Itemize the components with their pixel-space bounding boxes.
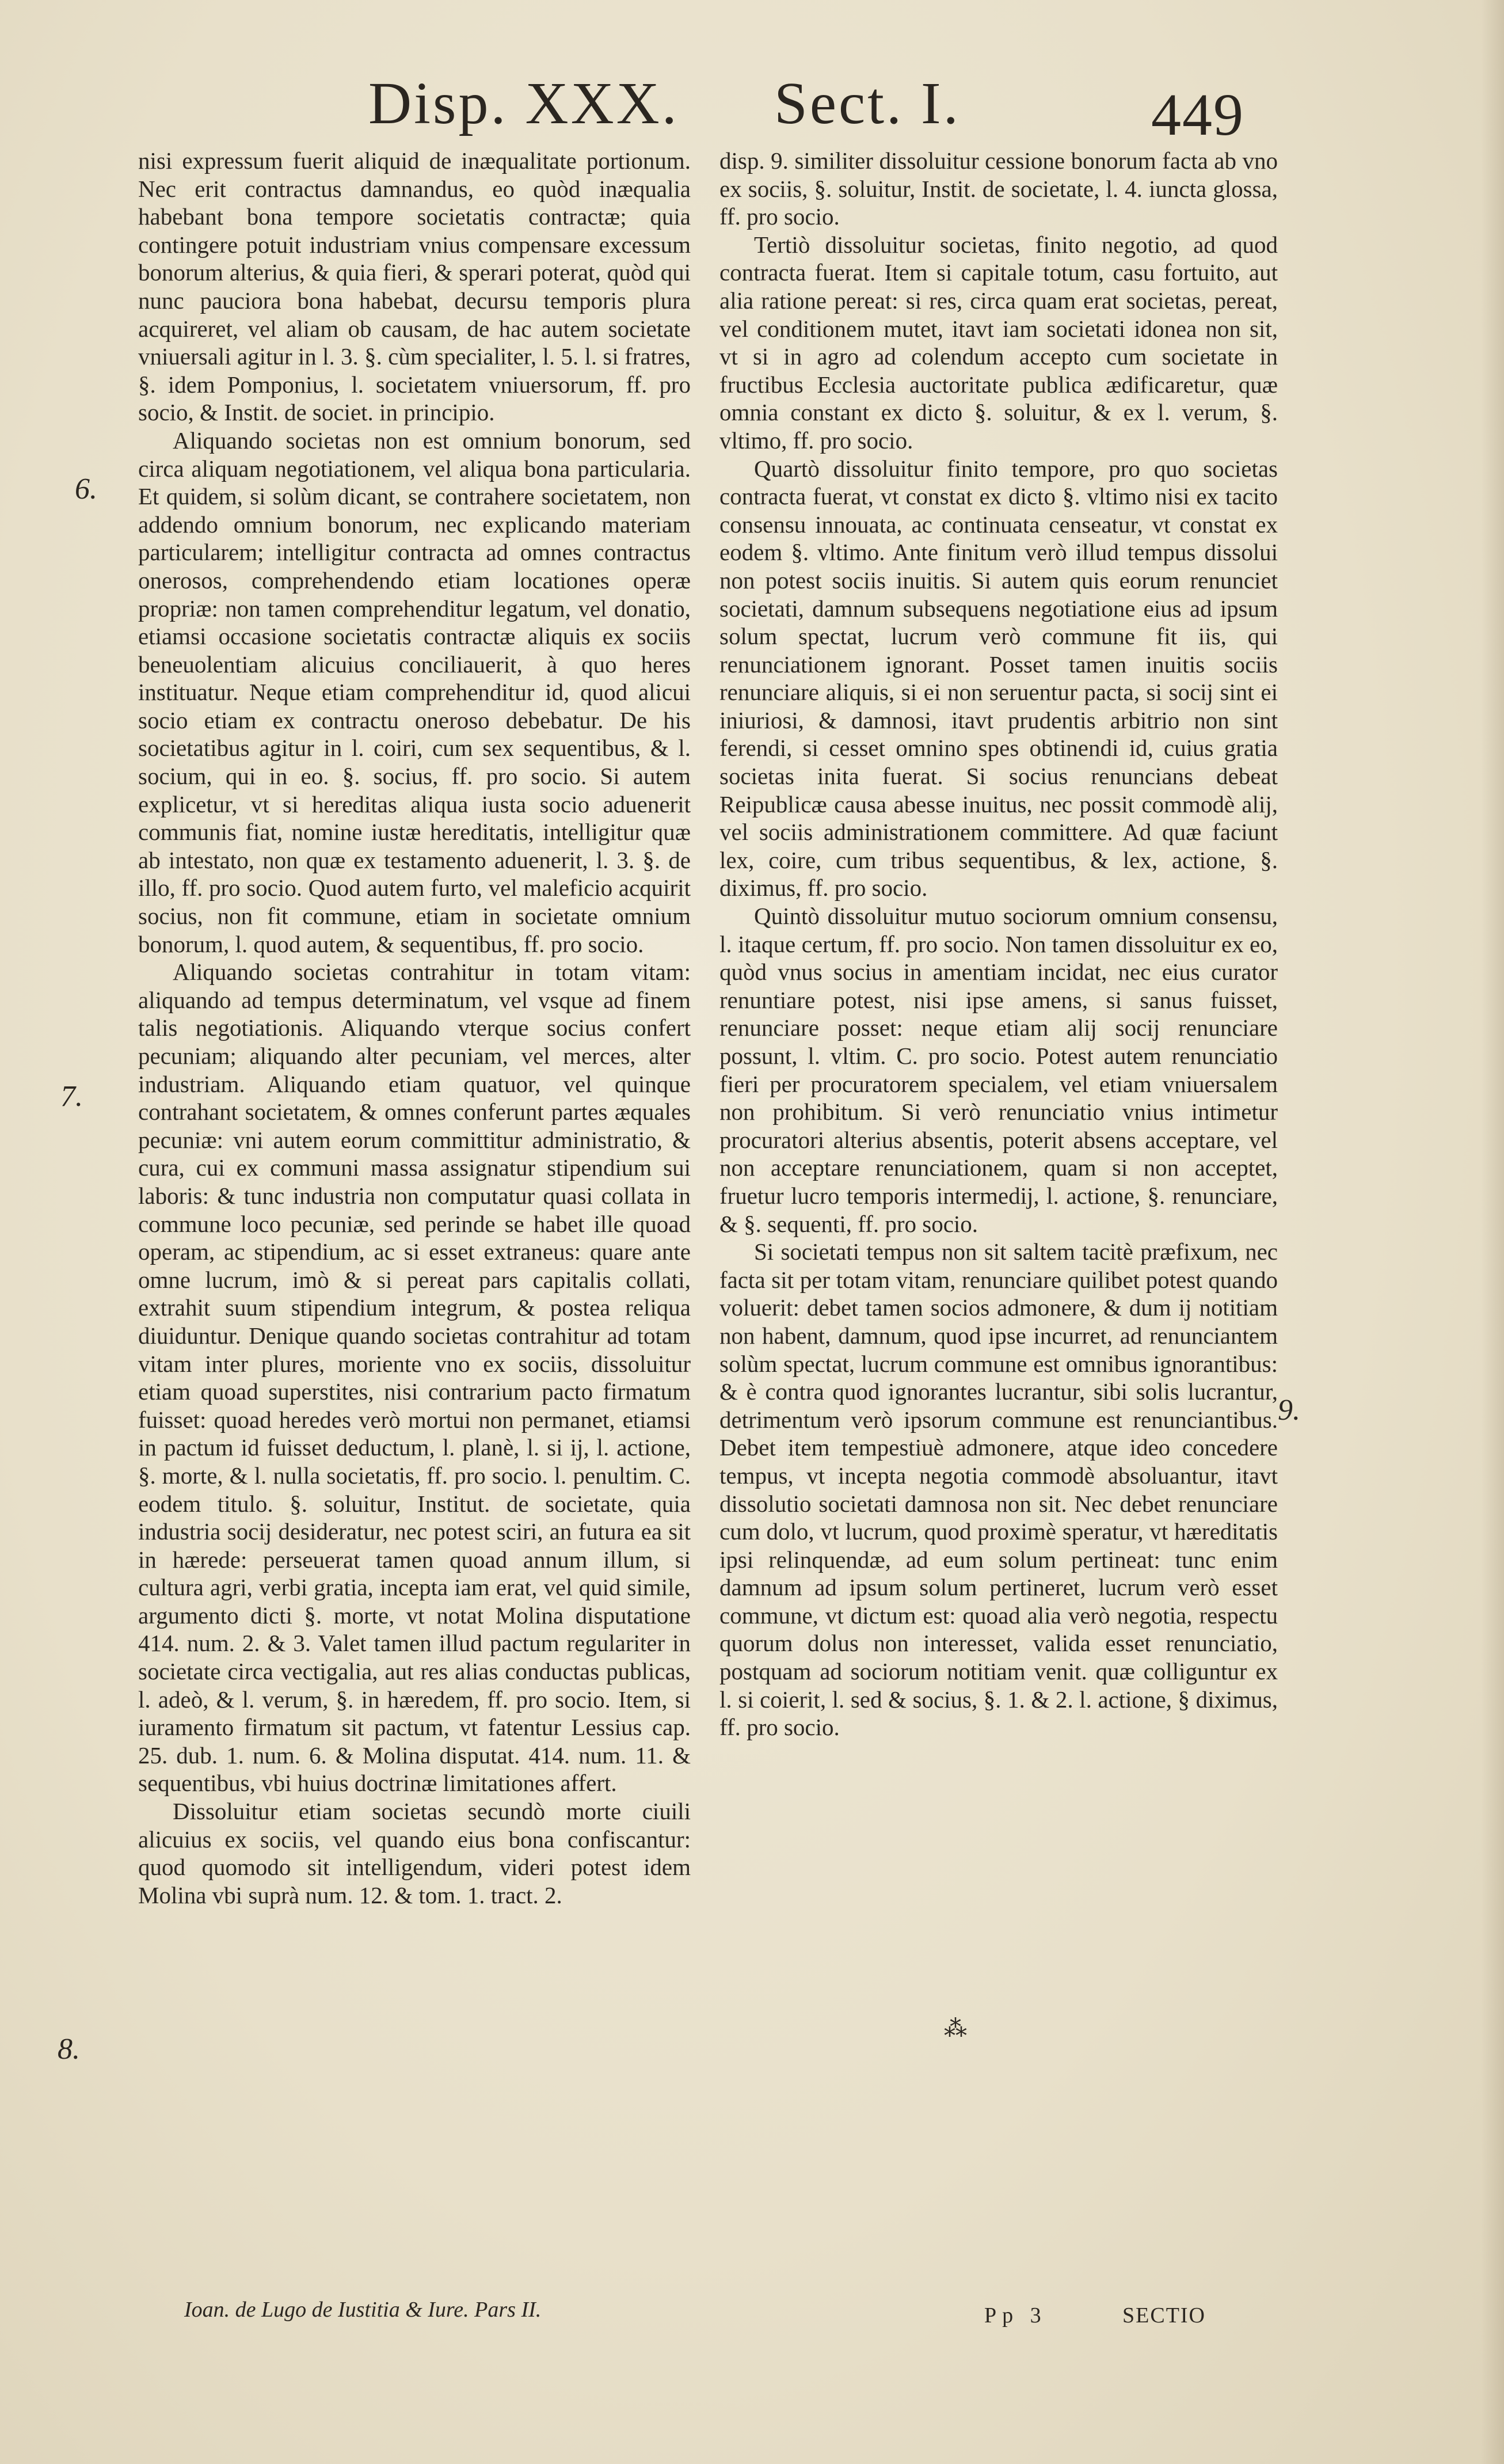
left-paragraph-1: nisi expressum fuerit aliquid de inæqualitate portionum. Nec erit contractus damnandus, eo quòd inæqualia habebant bona tempore societatis contractæ; quia contingere potuit industriam vnius compensare excessum bonorum alterius, & quia fieri, & sperari poterat, quòd qui nunc pauciora bona habebat, decursu temporis plura acquireret, vel aliam ob causam, de hac autem societate vniuersali agitur in l. 3. §. cùm specialiter, l. 5. l. si fratres, §. idem Pomponius, l. societatem vniuersorum, ff. pro socio, & Instit. de societ. in principio. bbox=[138, 147, 691, 426]
left-paragraph-3: Aliquando societas contrahitur in totam vitam: aliquando ad tempus determinatum, vel vsque ad finem talis negotiationis. Aliquando vterque socius confert pecuniam; aliquando alter pecuniam, vel merces, alter industriam. Aliquando etiam quatuor, vel quinque contrahant societatem, & omnes conferunt partes æquales pecuniæ: vni autem eorum committitur administratio, & cura, cui ex communi massa assignatur stipendium sui laboris: & tunc industria non computatur quasi collata in commune loco pecuniæ, sed perinde se habet ille quoad operam, ac stipendium, ac si esset extraneus: quare ante omne lucrum, imò & si pereat pars capitalis collati, extrahit suum stipendium integrum, & postea reliqua diuiduntur. Denique quando societas contrahitur ad totam vitam inter plures, moriente vno ex sociis, dissoluitur etiam quoad superstites, nisi contrarium pacto firmatum fuisset: quoad heredes verò mortui non permanet, etiamsi in pactum id fuisset deductum, l. planè, l. si ij, l. actione, §. morte, & l. nulla societatis, ff. pro socio. l. penultim. C. eodem titulo. §. soluitur, Institut. de societate, quia industria socij desideratur, nec potest sciri, an futura ea sit in hærede: perseuerat tamen quoad annum illum, si cultura agri, verbi gratia, incepta iam erat, vel quid simile, argumento dicti §. morte, vt notat Molina disputatione 414. num. 2. & 3. Valet tamen illud pactum regulariter in societate circa vectigalia, aut res alias conductas publicas, l. adeò, & l. verum, §. in hæredem, ff. pro socio. Item, si iuramento firmatum sit pactum, vt fatentur Lessius cap. 25. dub. 1. num. 6. & Molina disputat. 414. num. 11. & sequentibus, vbi huius doctrinæ limitationes affert. bbox=[138, 959, 691, 1797]
page-edge-shadow bbox=[1481, 0, 1504, 2464]
left-paragraph-4: Dissoluitur etiam societas secundò morte ciuili alicuius ex sociis, vel quando eius bona confiscantur: quod quomodo sit intelligendum, videri potest idem Molina vbi suprà num. 12. & tom. 1. tract. 2. bbox=[138, 1798, 691, 1908]
ornament-stars: ⁂ bbox=[944, 2016, 969, 2041]
catchword: SECTIO bbox=[1122, 2303, 1206, 2328]
margin-note-7: 7. bbox=[60, 1080, 83, 1113]
margin-note-9: 9. bbox=[1278, 1394, 1300, 1427]
signature-mark: Pp 3 bbox=[984, 2303, 1047, 2328]
running-header bbox=[0, 58, 1504, 150]
header-disputation: Disp. XXX. bbox=[368, 70, 679, 136]
right-paragraph-4: Quintò dissoluitur mutuo sociorum omnium consensu, l. itaque certum, ff. pro socio. Non tamen dissoluitur ex eo, quòd vnus socius in amentiam incidat, nec eius curator renuntiare potest, nisi ipse amens, si sanus fuisset, renunciare posset: neque etiam alij socij renunciare possunt, l. vltim. C. pro socio. Potest autem renunciatio fieri per procuratorem specialem, vel etiam vniuersalem non prohibitum. Si verò renunciatio vnius intimetur procuratori alterius absentis, poterit absens acceptare, vel non acceptare renunciationem, quam si non acceptet, fruetur lucro temporis intermedij, l. actione, §. renunciare, & §. sequenti, ff. pro socio. bbox=[719, 903, 1278, 1237]
margin-note-8: 8. bbox=[58, 2033, 80, 2066]
right-paragraph-3: Quartò dissoluitur finito tempore, pro quo societas contracta fuerat, vt constat ex dicto §. vltimo nisi ex tacito consensu innouata, ac continuata censeatur, vt constat ex eodem §. vltimo. Ante finitum verò illud tempus dissolui non potest sociis inuitis. Si autem quis eorum renunciet societati, damnum subsequens negotiatione eius ad ipsum solum spectat, lucrum verò commune fit iis, qui renunciationem ignorant. Posset tamen inuitis sociis renunciare aliquis, si ei non seruentur pacta, si socij sint ei iniuriosi, & damnosi, itavt prudentis arbitrio non sint ferendi, si cesset omnino spes obtinendi id, cuius gratia societas inita fuerat. Si socius renuncians debeat Reipublicæ causa abesse inuitus, nec possit commodè alij, vel sociis administrationem committere. Ad quæ faciunt lex, coire, cum tribus sequentibus, & lex, actione, §. diximus, ff. pro socio. bbox=[719, 455, 1278, 902]
left-paragraph-2: Aliquando societas non est omnium bonorum, sed circa aliquam negotiationem, vel aliqua bona particularia. Et quidem, si solùm dicant, se contrahere societatem, non addendo omnium bonorum, nec explicando materiam particularem; intelligitur contracta ad omnes contractus onerosos, comprehendendo etiam locationes operæ propriæ: non tamen comprehenditur legatum, vel donatio, etiamsi occasione societatis contractæ aliquis ex sociis beneuolentiam alicuius conciliauerit, à quo heres instituatur. Neque etiam comprehenditur id, quod alicui socio etiam ex contractu oneroso debebatur. De his societatibus agitur in l. coiri, cum sex sequentibus, & l. socium, qui in eo. §. socius, ff. pro socio. Si autem explicetur, vt si hereditas aliqua iusta socio aduenerit communis fiat, nomine iustæ hereditatis, intelligitur quæ ab intestato, non quæ ex testamento aduenerit, l. 3. §. de illo, ff. pro socio. Quod autem furto, vel maleficio acquirit socius, non fit commune, etiam in societate omnium bonorum, l. quod autem, & sequentibus, ff. pro socio. bbox=[138, 427, 691, 957]
right-paragraph-2: Tertiò dissoluitur societas, finito negotio, ad quod contracta fuerat. Item si capitale totum, casu fortuito, aut alia ratione pereat: si res, circa quam erat societas, pereat, vel conditionem mutet, itavt iam societati idonea non sit, vt si in agro ad colendum accepto cum societate in fructibus Ecclesia auctoritate publica ædificaretur, quæ omnia constant ex dicto §. soluitur, & ex l. verum, §. vltimo, ff. pro socio. bbox=[719, 231, 1278, 454]
right-paragraph-1: disp. 9. similiter dissoluitur cessione bonorum facta ab vno ex sociis, §. soluitur, Instit. de societate, l. 4. iuncta glossa, ff. pro socio. bbox=[719, 147, 1278, 230]
catchword-line bbox=[719, 2303, 1278, 2337]
right-column bbox=[719, 147, 1278, 1741]
footer-signature-line: Ioan. de Lugo de Iustitia & Iure. Pars II. bbox=[184, 2298, 542, 2322]
right-paragraph-5: Si societati tempus non sit saltem tacitè præfixum, nec facta sit per totam vitam, renunciare quilibet potest quando voluerit: debet tamen socios admonere, & dum ij notitiam non habent, damnum, quod ipse incurret, ad renunciantem solùm spectat, lucrum commune est omnibus ignorantibus: & è contra quod ignorantes lucrantur, sibi solis lucrantur, detrimentum verò ipsorum commune est renunciantibus. Debet item tempestiuè admonere, atque ideo concedere tempus, vt incepta negotia commodè absoluantur, itavt dissolutio societati damnosa non sit. Nec debet renunciare cum dolo, vt lucrum, quod proximè speratur, vt hæreditatis ipsi relinquendæ, ad eum solum pertineat: tunc enim damnum ad ipsum solum pertineret, lucrum verò esset commune, vt dictum est: quoad alia verò negotia, respectu quorum dolus non interesset, valida esset renunciatio, postquam ad sociorum notitiam venit. quæ colliguntur ex l. si coierit, l. sed & socius, §. 1. & 2. l. actione, § diximus, ff. pro socio. bbox=[719, 1238, 1278, 1741]
margin-note-6: 6. bbox=[75, 473, 97, 505]
page-number: 449 bbox=[1151, 82, 1244, 148]
left-column bbox=[138, 147, 691, 1909]
header-section: Sect. I. bbox=[774, 70, 961, 136]
